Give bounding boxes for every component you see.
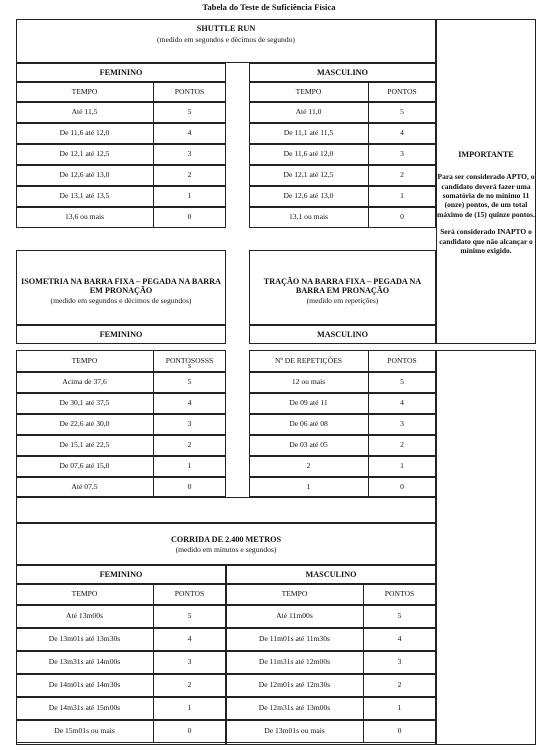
- shuttle-fem-cell-b: 1: [187, 191, 192, 201]
- shuttle-masc-cell-a: De 11,6 até 12,0: [283, 149, 334, 159]
- corrida-masc-cell-a: De 11m01s até 11m30s: [259, 634, 330, 644]
- corrida-masc-cell-a: De 12m31s até 13m00s: [258, 703, 331, 713]
- shuttle-fem-cell-a: De 11,6 até 12,0: [59, 128, 110, 138]
- tracao-cell-b: 3: [400, 419, 404, 429]
- isometria-title: ISOMETRIA NA BARRA FIXA – PEGADA NA BARRA EM PRONAÇÃO: [21, 276, 221, 295]
- shuttle-masc-cell-b: 2: [400, 170, 404, 180]
- corrida-fem-cell-a: De 15m01s ou mais: [54, 726, 115, 736]
- corrida-feminino-label: FEMININO: [99, 569, 143, 579]
- isometria-cell-b: 5: [187, 377, 192, 387]
- corrida-subtitle: (medido em minutos e segundos): [175, 545, 277, 555]
- tracao-cell-b: 2: [400, 440, 404, 450]
- corrida-masc-cell-b: 0: [397, 726, 402, 736]
- corrida-fem-cell-a: De 13m01s até 13m30s: [48, 634, 121, 644]
- tracao-cell-a: De 06 até 08: [289, 419, 328, 429]
- shuttle-masc-cell-b: 0: [400, 212, 404, 222]
- isometria-header-extra: S: [187, 364, 192, 371]
- corrida-fem-cell-a: De 14m31s até 15m00s: [48, 703, 121, 713]
- shuttle-masc-cell-b: 3: [400, 149, 404, 159]
- isometria-header-col-a: TEMPO: [71, 355, 98, 365]
- isometria-header-col-b: PONTOSOSSS: [165, 355, 214, 365]
- corrida-fem-cell-b: 3: [187, 657, 192, 667]
- shuttle-fem-cell-a: De 13,1 até 13,5: [59, 191, 110, 201]
- shuttle-fem-header-col-a: TEMPO: [71, 86, 98, 96]
- importante-paragraph-1: Para ser considerado APTO, o candidato deverá fazer uma somatória de no mínimo 11 (onze) pontos, de um total máximo de (15) quinze pontos.: [437, 172, 535, 219]
- corrida-fem-header-col-a: TEMPO: [71, 589, 98, 599]
- importante-note: [436, 150, 536, 263]
- isometria-label: FEMININO: [99, 329, 143, 339]
- isometria-cell-b: 3: [187, 419, 192, 429]
- isometria-cell-b: 2: [187, 440, 192, 450]
- corrida-masc-cell-b: 4: [397, 634, 402, 644]
- corrida-masc-cell-b: 1: [397, 703, 402, 713]
- tracao-label: MASCULINO: [317, 329, 368, 339]
- tracao-cell-b: 0: [400, 482, 404, 492]
- shuttle-feminino-label: FEMININO: [99, 67, 143, 77]
- tracao-header-col-b: PONTOS: [387, 355, 417, 365]
- shuttle-subtitle: (medido em segundos e décimos de segundo): [157, 35, 295, 45]
- tracao-cell-b: 4: [400, 398, 404, 408]
- corrida-masc-cell-a: De 13m01s ou mais: [264, 726, 325, 736]
- shuttle-fem-cell-a: 13,6 ou mais: [64, 212, 105, 222]
- lower-right-box: [436, 350, 536, 745]
- shuttle-masc-cell-b: 4: [400, 128, 404, 138]
- corrida-masc-cell-b: 2: [397, 680, 402, 690]
- corrida-title: CORRIDA DE 2.400 METROS: [170, 535, 282, 545]
- shuttle-masc-cell-a: 13,1 ou mais: [288, 212, 329, 222]
- shuttle-masc-cell-b: 5: [400, 107, 404, 117]
- isometria-cell-a: De 22,6 até 30,0: [59, 419, 110, 429]
- tracao-cell-a: De 03 até 05: [289, 440, 328, 450]
- tracao-cell-b: 5: [400, 377, 404, 387]
- shuttle-fem-cell-b: 5: [187, 107, 192, 117]
- isometria-subtitle: (medido em segundos e décimos de segundos): [50, 295, 192, 305]
- tracao-cell-a: 2: [306, 461, 311, 471]
- shuttle-fem-cell-b: 3: [187, 149, 192, 159]
- shuttle-masc-cell-b: 1: [400, 191, 404, 201]
- corrida-masc-cell-b: 5: [397, 611, 402, 621]
- shuttle-masc-header-col-b: PONTOS: [387, 86, 417, 96]
- corrida-fem-cell-a: De 14m01s até 14m30s: [48, 680, 121, 690]
- isometria-cell-a: De 30,1 até 37,5: [59, 398, 110, 408]
- shuttle-masc-header-col-a: TEMPO: [295, 86, 322, 96]
- isometria-cell-a: De 15,1 até 22,5: [59, 440, 110, 450]
- corrida-fem-cell-b: 0: [187, 726, 192, 736]
- corrida-masc-cell-a: Até 11m00s: [276, 611, 313, 621]
- shuttle-fem-header-col-b: PONTOS: [174, 86, 205, 96]
- shuttle-fem-cell-a: Até 11,5: [71, 107, 98, 117]
- corrida-fem-header-col-b: PONTOS: [174, 589, 205, 599]
- corrida-fem-cell-b: 1: [187, 703, 192, 713]
- tracao-cell-b: 1: [400, 461, 404, 471]
- shuttle-masc-cell-a: De 12,6 até 13,0: [283, 191, 334, 201]
- shuttle-fem-cell-b: 2: [187, 170, 192, 180]
- isometria-cell-b: 1: [187, 461, 192, 471]
- corrida-fem-cell-b: 5: [187, 611, 192, 621]
- isometria-cell-a: Até 07,5: [71, 482, 98, 492]
- spacer-row: [16, 497, 436, 523]
- corrida-fem-cell-a: Até 13m00s: [66, 611, 103, 621]
- tracao-cell-a: 12 ou mais: [291, 377, 326, 387]
- corrida-fem-cell-b: 2: [187, 680, 192, 690]
- corrida-masc-cell-a: De 11m31s até 12m00s: [258, 657, 331, 667]
- tracao-subtitle: (medido em repetições): [306, 295, 379, 305]
- corrida-masculino-label: MASCULINO: [305, 569, 357, 579]
- shuttle-masc-cell-a: Até 11,0: [295, 107, 322, 117]
- shuttle-masc-cell-a: De 11,1 até 11,5: [283, 128, 334, 138]
- corrida-masc-header-col-a: TEMPO: [281, 589, 308, 599]
- shuttle-fem-cell-a: De 12,6 até 13,0: [59, 170, 110, 180]
- importante-paragraph-2: Será considerado INAPTO o candidato que não alcançar o mínimo exigido.: [439, 227, 533, 255]
- shuttle-masc-cell-a: De 12,1 até 12,5: [283, 170, 334, 180]
- corrida-fem-cell-a: De 13m31s até 14m00s: [48, 657, 121, 667]
- isometria-cell-a: Acima de 37,6: [62, 377, 107, 387]
- tracao-cell-a: 1: [306, 482, 311, 492]
- shuttle-fem-cell-a: De 12,1 até 12,5: [59, 149, 110, 159]
- isometria-cell-b: 4: [187, 398, 192, 408]
- corrida-fem-cell-b: 4: [187, 634, 192, 644]
- tracao-cell-a: De 09 até 11: [289, 398, 328, 408]
- tracao-title: TRAÇÃO NA BARRA FIXA – PEGADA NA BARRA EM PRONAÇÃO: [263, 276, 422, 295]
- isometria-cell-a: De 07,6 até 15,0: [59, 461, 110, 471]
- importante-heading: IMPORTANTE: [458, 150, 514, 159]
- corrida-masc-cell-b: 3: [397, 657, 402, 667]
- corrida-masc-cell-a: De 12m01s até 12m30s: [258, 680, 331, 690]
- document-title: Tabela do Teste de Suficiência Física: [202, 2, 336, 12]
- corrida-masc-header-col-b: PONTOS: [384, 589, 415, 599]
- tracao-header-col-a: Nº DE REPETIÇÕES: [275, 355, 342, 365]
- isometria-cell-b: 0: [187, 482, 192, 492]
- shuttle-masculino-label: MASCULINO: [317, 67, 368, 77]
- shuttle-fem-cell-b: 4: [187, 128, 192, 138]
- shuttle-fem-cell-b: 0: [187, 212, 192, 222]
- shuttle-title: SHUTTLE RUN: [196, 24, 256, 34]
